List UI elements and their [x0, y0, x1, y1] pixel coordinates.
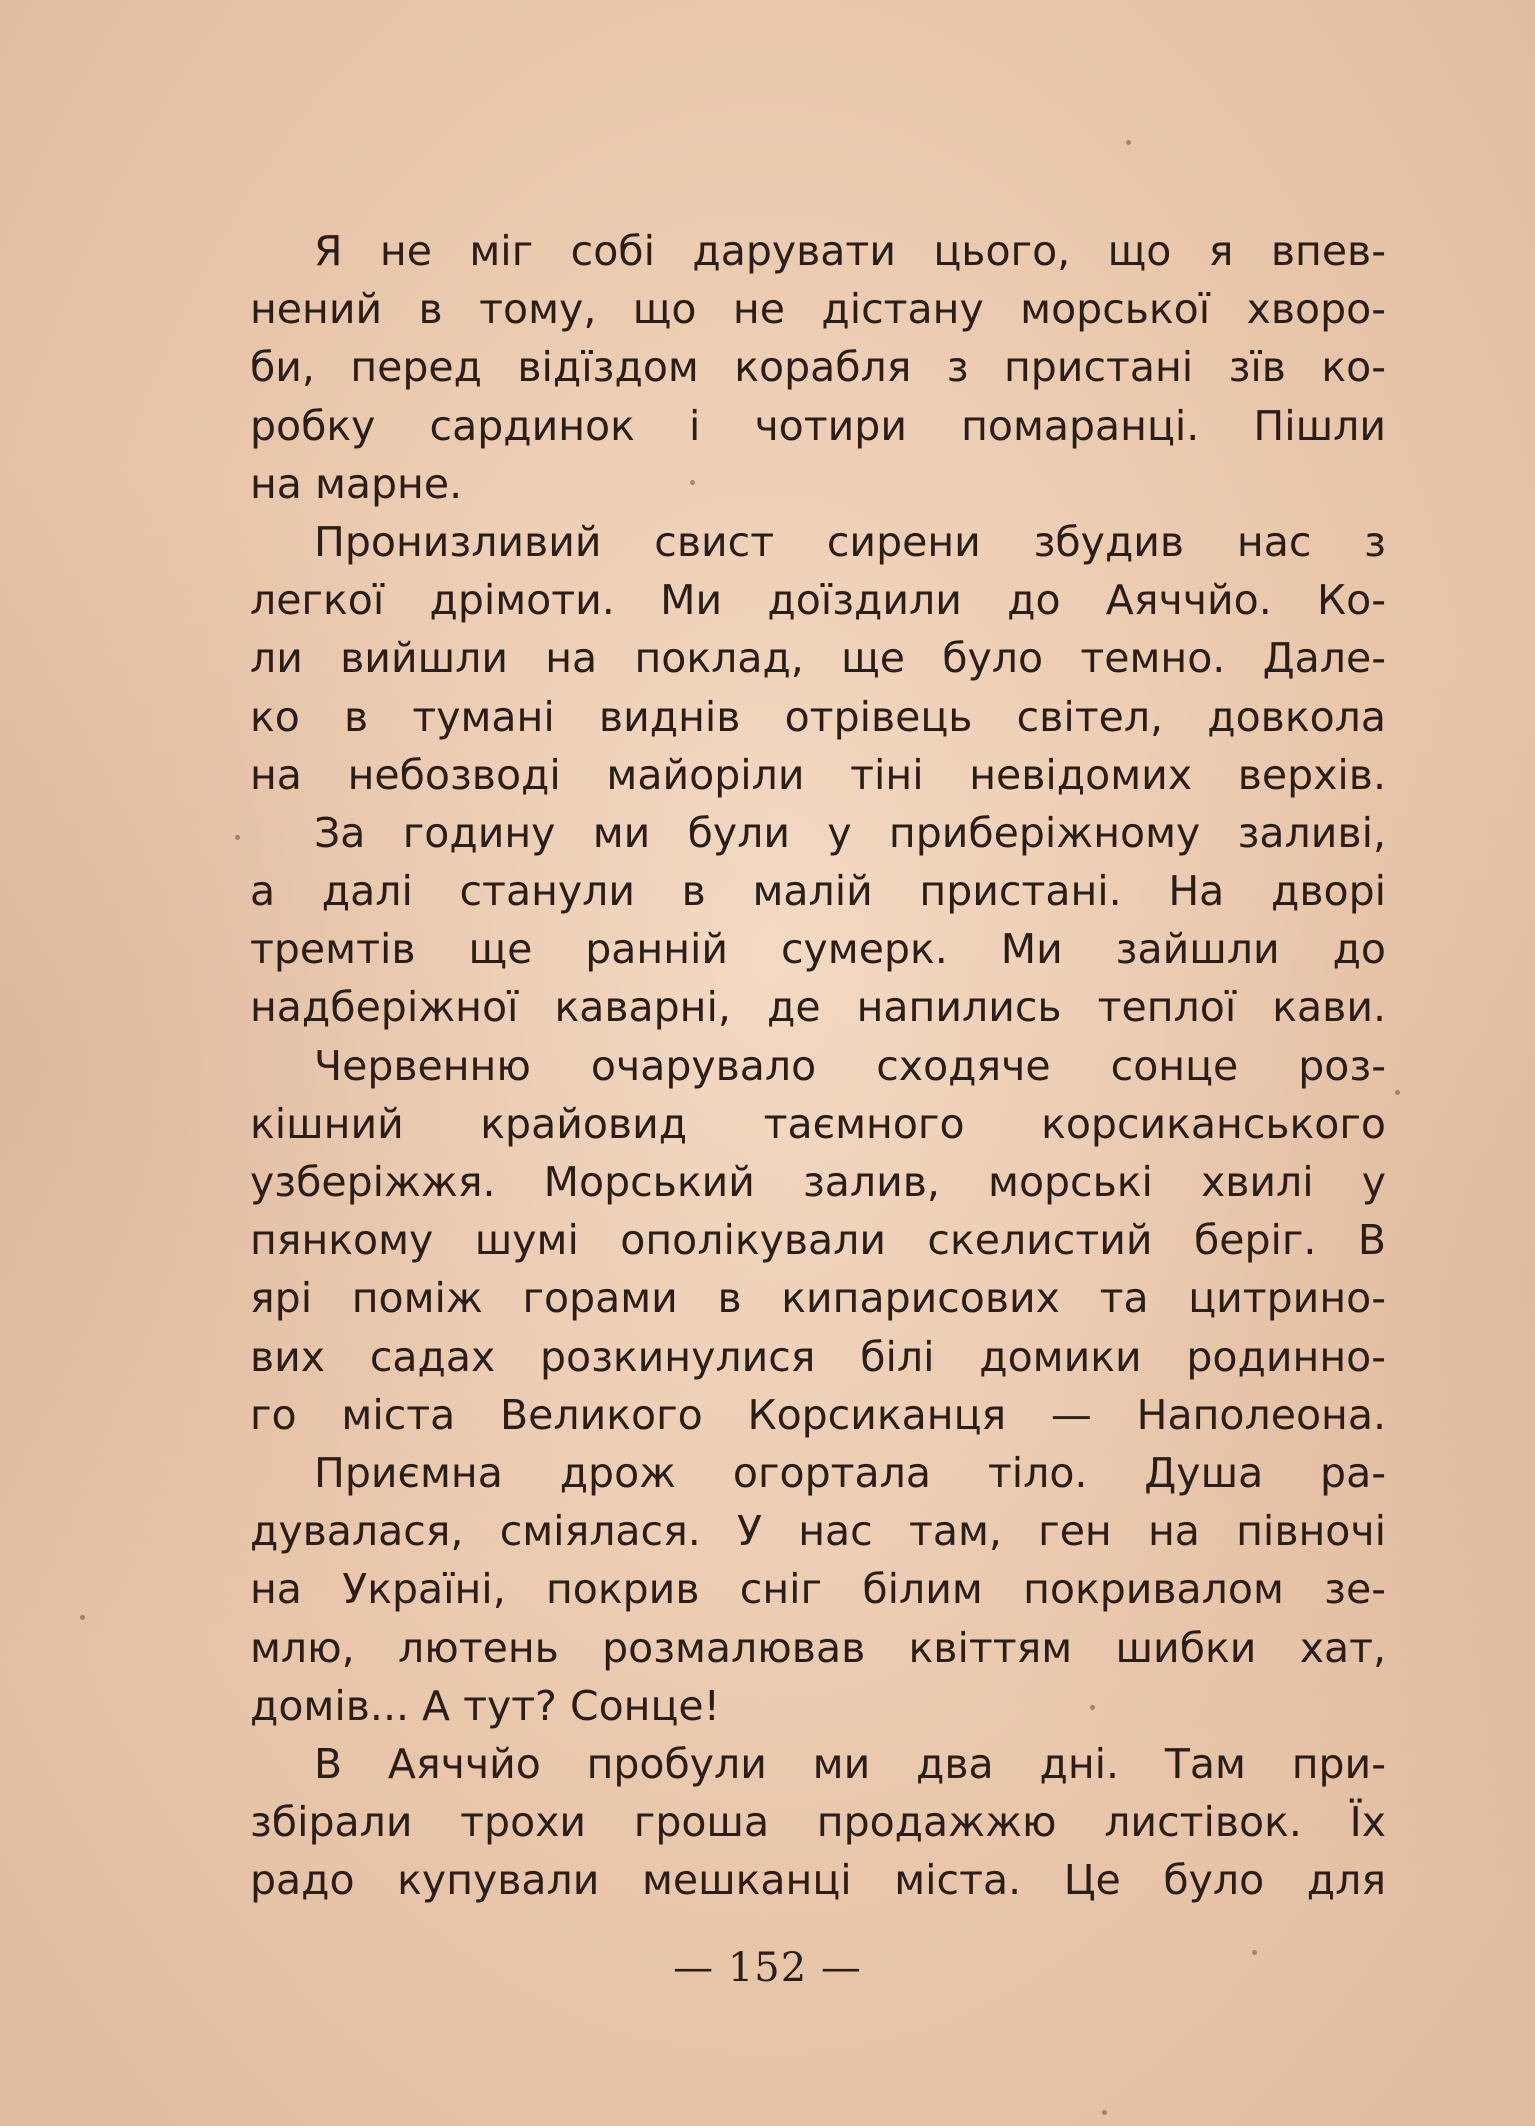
text-line: го міста Великого Корсиканця — Наполеона.: [250, 1390, 1386, 1439]
page-text: [250, 222, 1386, 1909]
text-line: Пронизливий свист сирени збудив нас з: [314, 517, 1386, 566]
text-line: домів... А тут? Сонце!: [250, 1681, 721, 1730]
text-line: нений в тому, що не дістану морської хворо-: [250, 285, 1386, 334]
text-line: дувалася, сміялася. У нас там, ген на півночі: [250, 1507, 1386, 1556]
text-line: робку сардинок і чотири помаранці. Пішли: [250, 401, 1386, 450]
paper-speck: [1126, 140, 1131, 145]
text-line: легкої дрімоти. Ми доїздили до Аяччйо. Ко-: [250, 576, 1386, 625]
text-line: вих садах розкинулися білі домики родинно-: [250, 1332, 1386, 1381]
text-line: на небозводі майоріли тіні невідомих верхів.: [250, 750, 1386, 799]
text-line: би, перед відїздом корабля з пристані зїв ко-: [250, 343, 1386, 392]
text-line: ли вийшли на поклад, ще було темно. Дале-: [250, 634, 1386, 683]
text-line: Я не міг собі дарувати цього, що я впев-: [314, 227, 1386, 275]
text-line: на Україні, покрив сніг білим покривалом зе-: [250, 1565, 1386, 1614]
paper-speck: [1102, 2110, 1107, 2115]
page-number: — 152 —: [673, 1945, 862, 1991]
text-line: пянкому шумі ополікували скелистий беріг. В: [250, 1216, 1386, 1265]
text-line: а далі станули в малій пристані. На дворі: [250, 867, 1386, 916]
text-line: кішний крайовид таємного корсиканського: [250, 1099, 1386, 1148]
text-line: За годину ми були у приберіжному заливі,: [314, 808, 1386, 857]
text-line: ко в тумані виднів отрівець світел, довкола: [250, 692, 1386, 741]
text-line: Приємна дрож огортала тіло. Душа ра-: [314, 1448, 1386, 1497]
paper-speck: [80, 1615, 85, 1620]
text-line: радо купували мешканці міста. Це було для: [250, 1856, 1386, 1905]
text-line: тремтів ще ранній сумерк. Ми зайшли до: [250, 925, 1386, 974]
paper-speck: [1090, 1705, 1095, 1710]
paper-speck: [1252, 1950, 1257, 1955]
text-line: В Аяччйо пробули ми два дні. Там при-: [314, 1739, 1386, 1788]
paper-speck: [235, 835, 240, 840]
text-line: надберіжної каварні, де напились теплої кави.: [250, 983, 1386, 1032]
paper-speck: [690, 480, 695, 485]
text-line: Червенню очарувало сходяче сонце роз-: [314, 1041, 1386, 1090]
text-line: на марне.: [250, 459, 463, 508]
text-line: узберіжжя. Морський залив, морські хвилі у: [250, 1158, 1386, 1206]
paper-speck: [1395, 1090, 1400, 1095]
text-line: збірали трохи гроша продажжю листівок. Їх: [250, 1798, 1386, 1847]
text-line: млю, лютень розмалював квіттям шибки хат,: [250, 1623, 1386, 1672]
text-line: ярі поміж горами в кипарисових та цитрино-: [250, 1274, 1386, 1323]
